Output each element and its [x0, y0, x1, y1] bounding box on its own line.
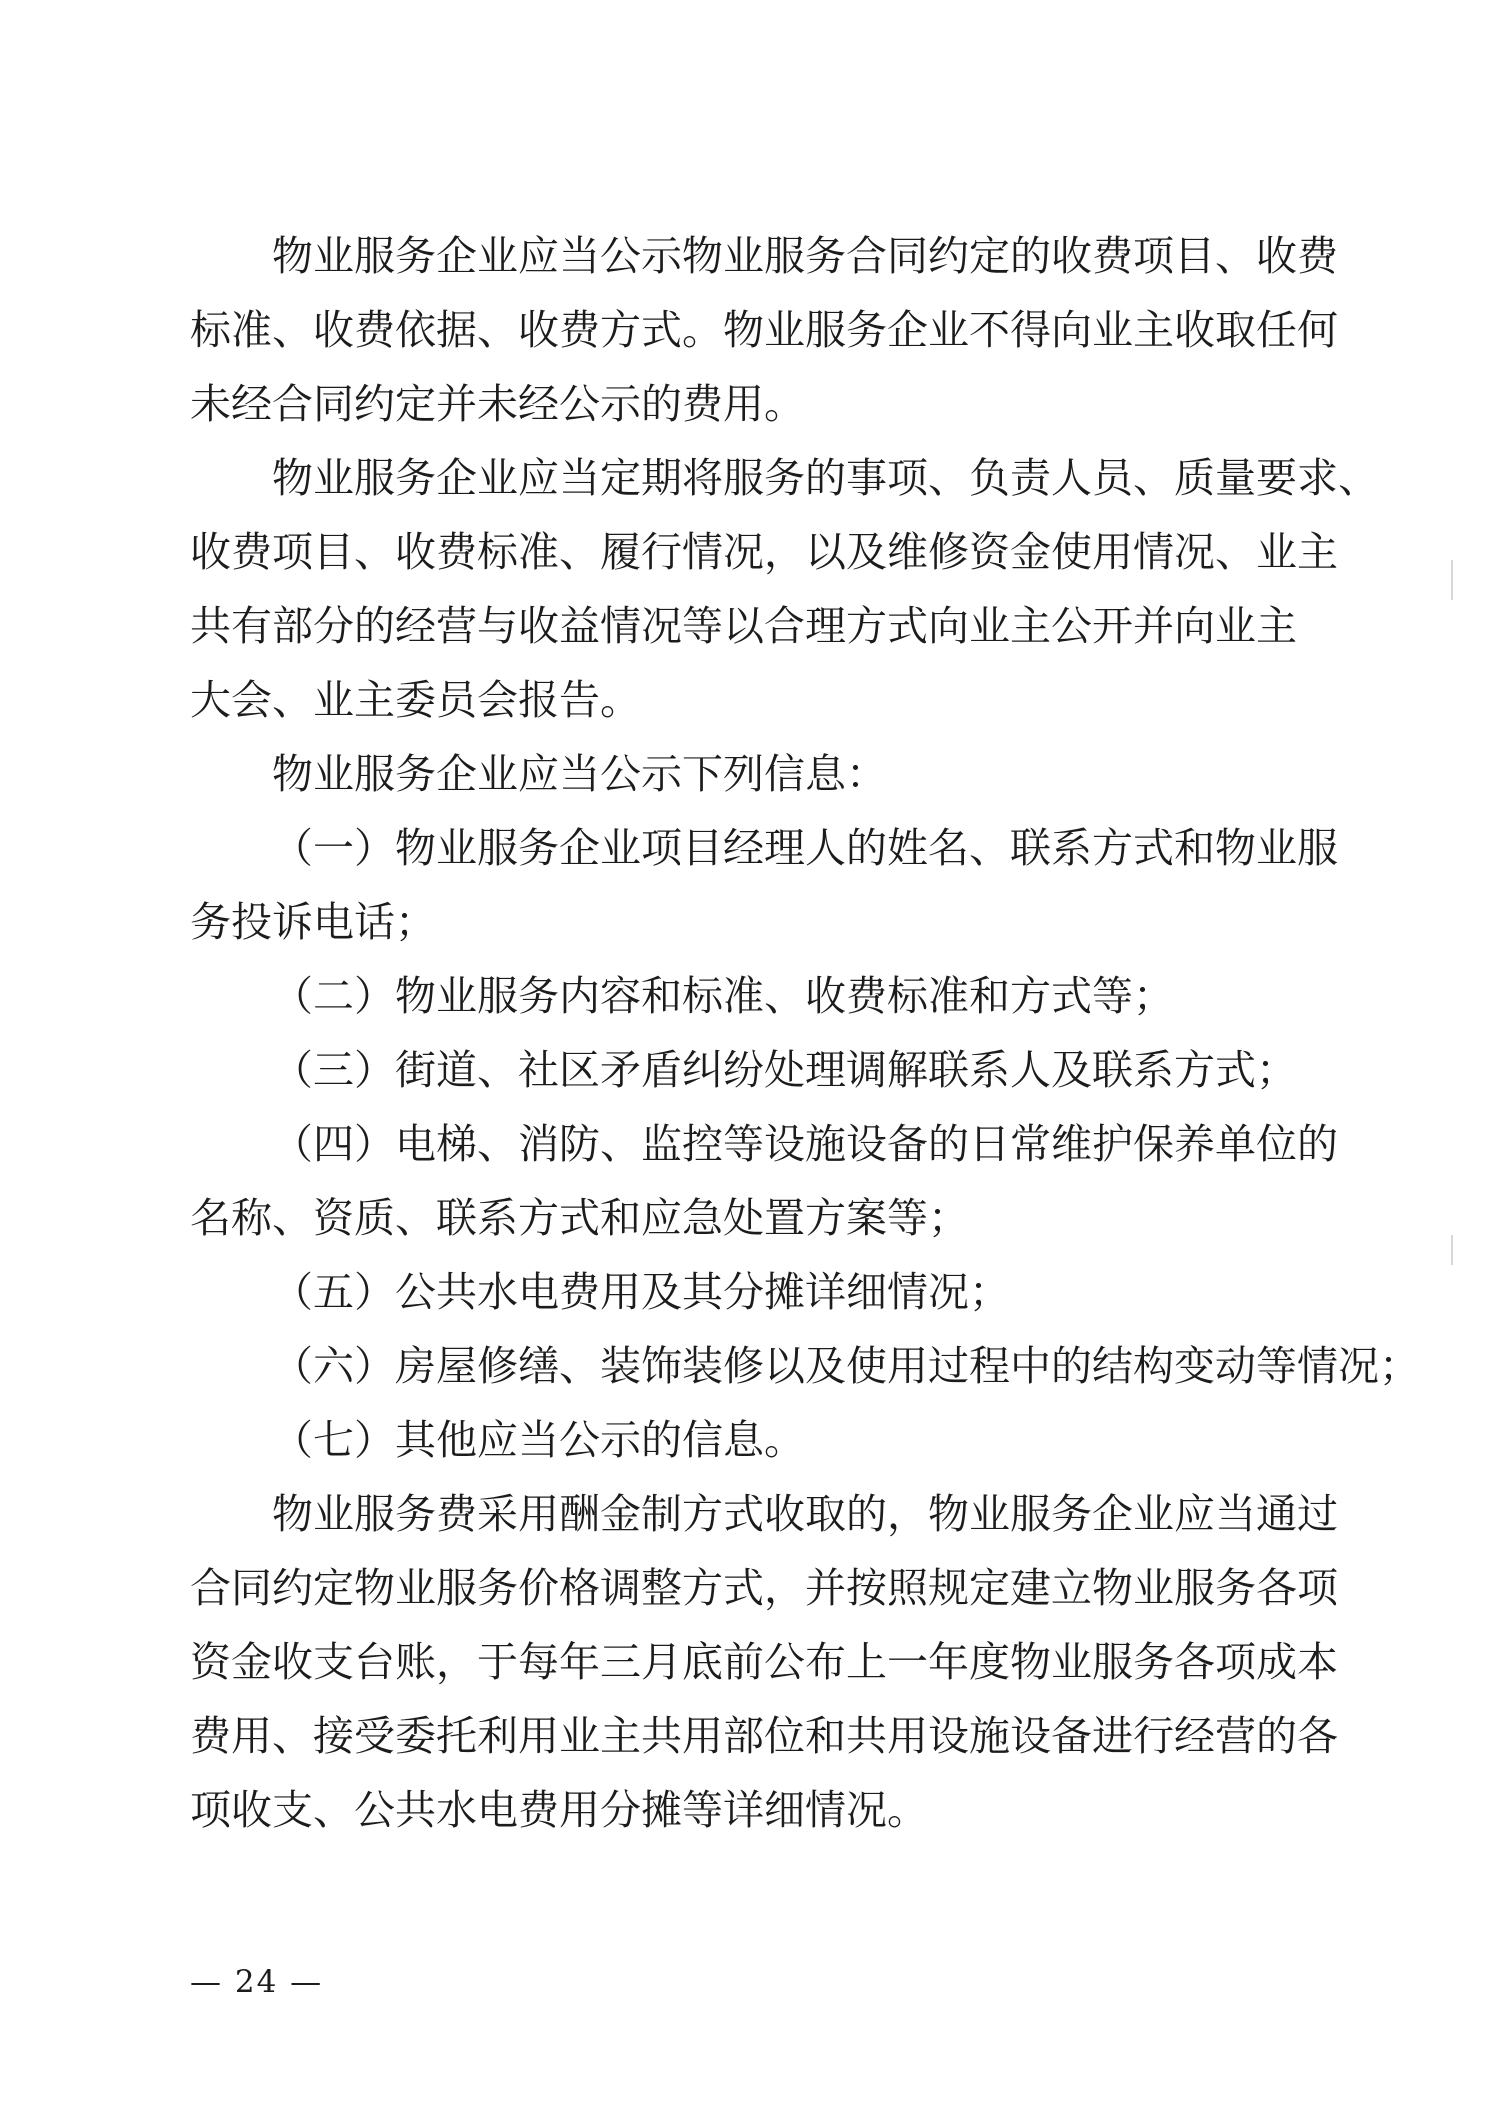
body-text-line: 共有部分的经营与收益情况等以合理方式向业主公开并向业主	[190, 602, 1297, 650]
list-item-line: 名称、资质、联系方式和应急处置方案等；	[190, 1194, 969, 1242]
body-text-line: 物业服务企业应当公示下列信息：	[272, 750, 887, 798]
body-text-line: 费用、接受委托利用业主共用部位和共用设施设备进行经营的各	[190, 1712, 1338, 1760]
scan-edge-mark	[1451, 560, 1453, 600]
body-text-line: 大会、业主委员会报告。	[190, 676, 641, 724]
list-item-line: （一）物业服务企业项目经理人的姓名、联系方式和物业服	[272, 824, 1338, 872]
body-text-line: 合同约定物业服务价格调整方式，并按照规定建立物业服务各项	[190, 1564, 1338, 1612]
list-item-line: （七）其他应当公示的信息。	[272, 1416, 805, 1464]
list-item-line: （四）电梯、消防、监控等设施设备的日常维护保养单位的	[272, 1120, 1338, 1168]
body-text-line: 物业服务费采用酬金制方式收取的，物业服务企业应当通过	[272, 1490, 1338, 1538]
list-item-line: （二）物业服务内容和标准、收费标准和方式等；	[272, 972, 1174, 1020]
list-item-line: （五）公共水电费用及其分摊详细情况；	[272, 1268, 1010, 1316]
body-text-line: 物业服务企业应当公示物业服务合同约定的收费项目、收费	[272, 232, 1338, 280]
body-text-line: 物业服务企业应当定期将服务的事项、负责人员、质量要求、	[272, 454, 1379, 502]
list-item-line: （六）房屋修缮、装饰装修以及使用过程中的结构变动等情况；	[272, 1342, 1420, 1390]
body-text-line: 标准、收费依据、收费方式。物业服务企业不得向业主收取任何	[190, 306, 1338, 354]
page-number: — 24 —	[190, 1964, 324, 2000]
body-text-line: 项收支、公共水电费用分摊等详细情况。	[190, 1786, 928, 1834]
list-item-line: 务投诉电话；	[190, 898, 436, 946]
body-text-line: 未经合同约定并未经公示的费用。	[190, 380, 805, 428]
body-text-line: 资金收支台账，于每年三月底前公布上一年度物业服务各项成本	[190, 1638, 1338, 1686]
scan-edge-mark	[1451, 1235, 1453, 1265]
body-text-line: 收费项目、收费标准、履行情况，以及维修资金使用情况、业主	[190, 528, 1338, 576]
list-item-line: （三）街道、社区矛盾纠纷处理调解联系人及联系方式；	[272, 1046, 1297, 1094]
